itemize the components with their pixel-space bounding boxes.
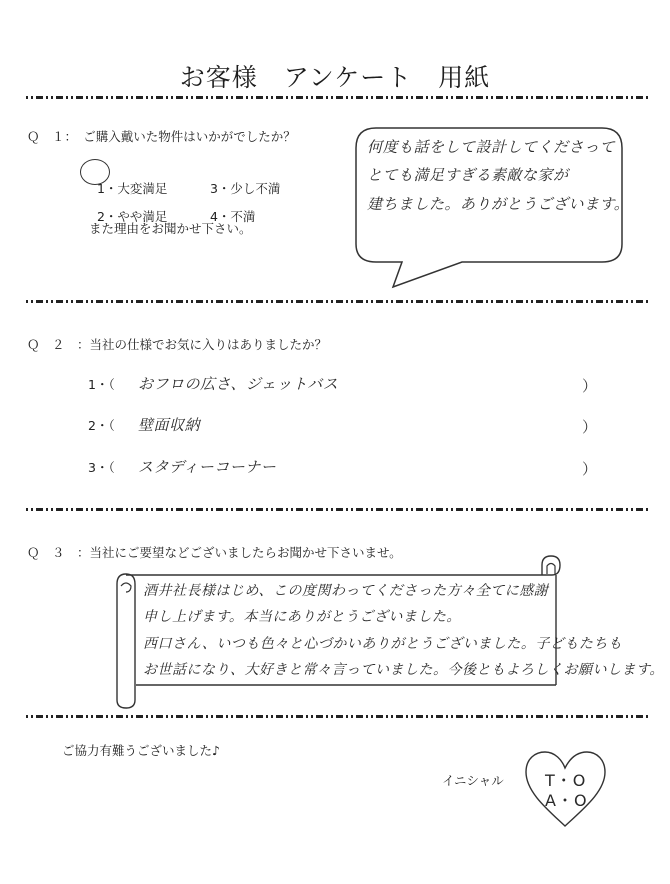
- q3-answer-line-2: 申し上げます。本当にありがとうございました。: [143, 609, 461, 625]
- q1-answer-line-3: 建ちました。ありがとうございます。: [367, 195, 630, 213]
- initials-line-2: A・O: [545, 791, 588, 810]
- item-number: 2・（: [88, 418, 115, 433]
- item-number: 1・（: [88, 377, 115, 392]
- option-text: 大変満足: [117, 181, 168, 196]
- q3-answer-line-3: 西口さん、いつも色々と心づかいありがとうございました。子どもたちも: [143, 636, 623, 652]
- thanks-message: ご協力有難うございました♪: [62, 743, 220, 758]
- option-text: 少し不満: [230, 181, 281, 196]
- q3-answer-line-4: お世話になり、大好きと常々言っていました。今後ともよろしくお願いします。: [143, 662, 664, 678]
- item-answer: 壁面収納: [138, 416, 201, 434]
- q2-label: Ｑ ２ ：当社の仕様でお気に入りはありましたか？: [27, 337, 328, 352]
- option-text: やや満足: [117, 209, 168, 224]
- close-paren: ）: [582, 418, 598, 436]
- q1-label: Ｑ １： ご購入戴いた物件はいかがでしたか？: [27, 129, 296, 144]
- option-number: 2・: [96, 209, 118, 224]
- item-answer: スタディーコーナー: [138, 458, 277, 476]
- page-title: お客様 アンケート 用紙: [179, 63, 491, 92]
- initials-line-1: T・O: [545, 771, 587, 790]
- initial-label: イニシャル: [442, 773, 504, 788]
- item-answer: おフロの広さ、ジェットバス: [138, 375, 339, 393]
- close-paren: ）: [582, 377, 598, 395]
- option-number: 1・: [96, 181, 118, 196]
- q3-label: Ｑ ３ ：当社にご要望などございましたらお聞かせ下さいませ。: [27, 545, 402, 560]
- q3-answer-line-1: 酒井社長様はじめ、この度関わってくださった方々全てに感謝: [143, 583, 549, 599]
- q1-answer-line-2: とても満足すぎる素敵な家が: [367, 166, 569, 184]
- item-number: 3・（: [88, 460, 115, 475]
- q1-reason-prompt: また理由をお聞かせ下さい。: [89, 221, 252, 236]
- option-number: 3・: [209, 181, 231, 196]
- close-paren: ）: [582, 460, 598, 478]
- option-text: 不満: [230, 209, 256, 224]
- q1-answer-line-1: 何度も話をして設計してくださって: [367, 138, 616, 156]
- option-number: 4・: [209, 209, 231, 224]
